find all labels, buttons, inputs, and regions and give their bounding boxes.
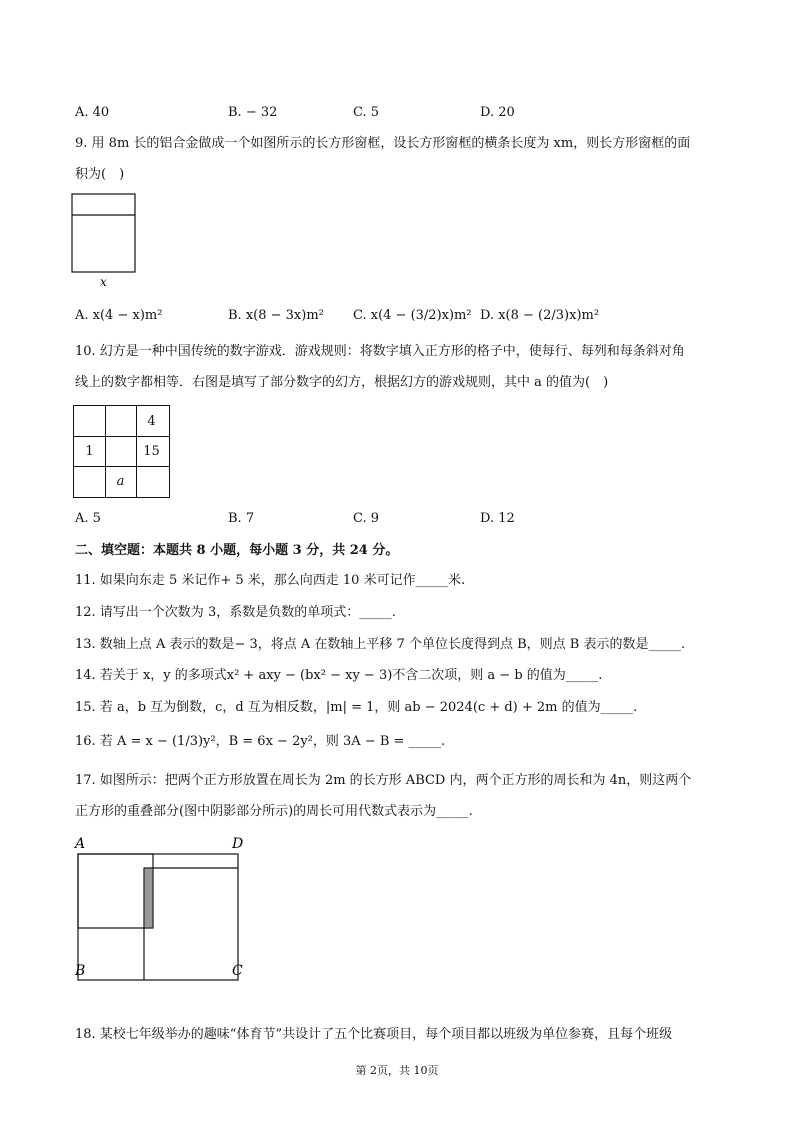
grid-cell-r1c2 <box>105 406 136 437</box>
q15-text: 15. 若 a，b 互为倒数，c，d 互为相反数，|m| = 1，则 ab − 2024(c + d) + 2m 的值为_____. <box>75 700 638 715</box>
square-left <box>78 854 153 928</box>
q17-text-line1: 17. 如图所示：把两个正方形放置在周长为 2m 的长方形 ABCD 内，两个正方形的周长和为 4n，则这两个 <box>75 773 692 788</box>
grid-cell-r1c3: 4 <box>147 414 156 429</box>
grid-cell-r3c3 <box>136 466 167 497</box>
q10-option-c: C. 9 <box>353 511 380 526</box>
label-b: B <box>75 963 86 979</box>
q9-option-c: C. x(4 − (3/2)x)m² <box>353 308 472 323</box>
q10-text-line1: 10. 幻方是一种中国传统的数字游戏．游戏规则：将数字填入正方形的格子中，使每行、每列和每条斜对角 <box>75 344 685 359</box>
q8-option-d: D. 20 <box>480 105 515 120</box>
rectangle-abcd <box>78 854 238 980</box>
grid-cell-r3c1 <box>74 466 105 497</box>
q9-window-figure <box>70 192 140 290</box>
grid-cell-r2c3: 15 <box>143 444 160 459</box>
q10-option-d: D. 12 <box>480 511 515 526</box>
q12-text: 12. 请写出一个次数为 3，系数是负数的单项式：_____. <box>75 605 396 620</box>
q10-option-b: B. 7 <box>228 511 255 526</box>
q9-text-line1: 9. 用 8m 长的铝合金做成一个如图所示的长方形窗框，设长方形窗框的横条长度为 xm，则长方形窗框的面 <box>75 136 691 151</box>
page-footer: 第 2页，共 10页 <box>355 1064 439 1077</box>
q9-option-d: D. x(8 − (2/3)x)m² <box>480 308 600 323</box>
shaded-overlap <box>144 868 153 928</box>
grid-cell-r2c1: 1 <box>85 444 94 459</box>
grid-cell-r3c2: a <box>116 474 125 489</box>
q17-text-line2: 正方形的重叠部分(图中阴影部分所示)的周长可用代数式表示为_____. <box>75 804 473 819</box>
q9-option-a: A. x(4 − x)m² <box>75 308 163 323</box>
q8-option-a: A. 40 <box>75 105 110 120</box>
q10-text-line2: 线上的数字都相等．右图是填写了部分数字的幻方，根据幻方的游戏规则，其中 a 的值为( ) <box>75 375 609 390</box>
section-heading: 二、填空题：本题共 8 小题，每小题 3 分，共 24 分。 <box>75 543 399 558</box>
q9-option-b: B. x(8 − 3x)m² <box>228 308 324 323</box>
q16-text: 16. 若 A = x − (1/3)y²，B = 6x − 2y²，则 3A − B = _____. <box>75 734 446 749</box>
q10-option-a: A. 5 <box>75 511 101 526</box>
q8-option-c: C. 5 <box>353 105 380 120</box>
q18-text-line1: 18. 某校七年级举办的趣味“体育节”共设计了五个比赛项目，每个项目都以班级为单位参赛，且每个班级 <box>75 1027 673 1042</box>
grid-cell-r1c1 <box>74 406 105 437</box>
window-x-label: x <box>100 275 107 289</box>
grid-cell-r2c2 <box>105 436 136 467</box>
window-frame <box>72 194 135 272</box>
q9-text-line2: 积为( ) <box>75 167 125 182</box>
magic-square-grid <box>73 405 170 498</box>
label-c: C <box>232 963 243 979</box>
label-d: D <box>232 836 244 852</box>
q11-text: 11. 如果向东走 5 米记作+ 5 米，那么向西走 10 米可记作_____米. <box>75 573 466 588</box>
q13-text: 13. 数轴上点 A 表示的数是− 3，将点 A 在数轴上平移 7 个单位长度得到点 B，则点 B 表示的数是_____. <box>75 637 686 652</box>
q8-option-b: B. − 32 <box>228 105 278 120</box>
q14-text: 14. 若关于 x，y 的多项式x² + axy − (bx² − xy − 3)不含二次项，则 a − b 的值为_____. <box>75 668 603 683</box>
q17-squares-figure <box>70 832 260 982</box>
label-a: A <box>75 836 86 852</box>
